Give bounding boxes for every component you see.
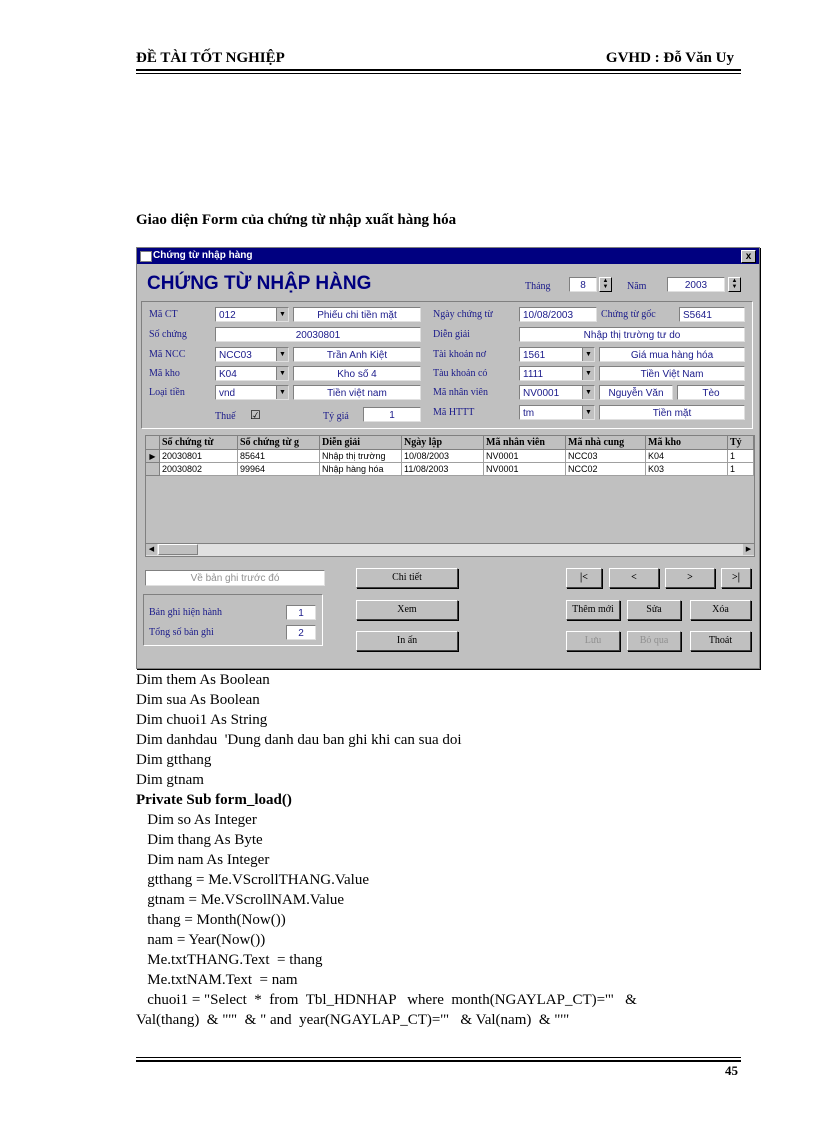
- grid-corner: [146, 436, 160, 450]
- current-row-arrow-icon[interactable]: ▶: [146, 450, 160, 463]
- code-line: Dim gtnam: [136, 772, 204, 788]
- detail-button[interactable]: Chi tiết: [356, 568, 458, 588]
- form-heading: CHỨNG TỪ NHẬP HÀNG: [147, 273, 372, 294]
- table-cell[interactable]: 20030802: [160, 463, 238, 476]
- ma-ncc-label: Mã NCC: [149, 349, 186, 360]
- header-advisor: GVHD : Đỗ Văn Uy: [605, 50, 734, 66]
- app-icon: [140, 251, 152, 262]
- table-cell[interactable]: 1: [728, 463, 754, 476]
- header-rule: [136, 69, 741, 71]
- tk-co-value: 1111: [523, 369, 544, 380]
- tk-no-desc: Giá mua hàng hóa: [599, 347, 745, 362]
- tk-no-value: 1561: [523, 350, 546, 361]
- current-record-value: 1: [286, 605, 316, 620]
- save-button[interactable]: Lưu: [566, 631, 620, 651]
- header-rule-thin: [136, 73, 741, 74]
- figure-caption: Giao diện Form của chứng từ nhập xuất hàng hóa: [136, 212, 457, 228]
- col-header[interactable]: Mã nhà cung: [566, 436, 646, 450]
- exit-button[interactable]: Thoát: [690, 631, 751, 651]
- loai-tien-combo[interactable]: [215, 385, 289, 400]
- code-line: chuoi1 = "Select * from Tbl_HDNHAP where month(NGAYLAP_CT)='" &: [136, 992, 637, 1008]
- dropdown-arrow-icon[interactable]: ▼: [582, 367, 594, 380]
- code-line: Dim danhdau 'Dung danh dau ban ghi khi can sua doi: [136, 732, 462, 748]
- col-header[interactable]: Tỷ: [728, 436, 754, 450]
- print-button[interactable]: In ấn: [356, 631, 458, 651]
- table-cell[interactable]: 85641: [238, 450, 320, 463]
- edit-button[interactable]: Sửa: [627, 600, 681, 620]
- ma-httt-combo[interactable]: [519, 405, 595, 420]
- ma-kho-desc: Kho số 4: [293, 366, 421, 381]
- code-line: Dim them As Boolean: [136, 672, 270, 688]
- tk-no-combo[interactable]: [519, 347, 595, 362]
- ma-httt-desc: Tiền mặt: [599, 405, 745, 420]
- dien-giai-label: Diễn giải: [433, 329, 470, 340]
- so-chung-input[interactable]: 20030801: [215, 327, 421, 342]
- ma-ct-label: Mã CT: [149, 309, 178, 320]
- ma-kho-value: K04: [219, 369, 237, 380]
- window-titlebar: [137, 248, 759, 264]
- close-button[interactable]: x: [741, 250, 756, 263]
- last-record-button[interactable]: >|: [721, 568, 751, 588]
- table-cell[interactable]: NCC03: [566, 450, 646, 463]
- table-cell[interactable]: K03: [646, 463, 728, 476]
- table-cell[interactable]: Nhập thị trường: [320, 450, 402, 463]
- view-button[interactable]: Xem: [356, 600, 458, 620]
- scroll-thumb[interactable]: [158, 544, 198, 555]
- tk-co-label: Tàu khoản có: [433, 368, 488, 379]
- ma-ct-value: 012: [219, 310, 236, 321]
- window-title: Chứng từ nhập hàng: [153, 250, 253, 261]
- ct-goc-label: Chứng từ gốc: [601, 309, 656, 320]
- tk-no-label: Tài khoản nơ: [433, 349, 487, 360]
- code-line: Dim gtthang: [136, 752, 212, 768]
- ma-ncc-value: NCC03: [219, 350, 252, 361]
- prev-record-display: Về bản ghi trước đó: [145, 570, 325, 586]
- scroll-left-icon[interactable]: ◀: [146, 544, 157, 555]
- thue-checkbox[interactable]: ☑: [250, 408, 261, 422]
- row-selector[interactable]: [146, 463, 160, 476]
- ma-ncc-combo[interactable]: [215, 347, 289, 362]
- prev-record-button[interactable]: <: [609, 568, 659, 588]
- ma-httt-label: Mã HTTT: [433, 407, 475, 418]
- total-records-value: 2: [286, 625, 316, 640]
- year-label: Năm: [627, 281, 647, 292]
- dropdown-arrow-icon[interactable]: ▼: [276, 386, 288, 399]
- ct-goc-input[interactable]: S5641: [679, 307, 745, 322]
- footer-rule-thin: [136, 1057, 741, 1058]
- scroll-right-icon[interactable]: ▶: [743, 544, 754, 555]
- table-cell[interactable]: K04: [646, 450, 728, 463]
- code-line: thang = Month(Now()): [136, 912, 286, 928]
- first-record-button[interactable]: |<: [566, 568, 602, 588]
- so-chung-label: Số chứng: [149, 329, 187, 340]
- ma-nv-label: Mã nhân viên: [433, 387, 488, 398]
- page-number: 45: [725, 1063, 738, 1078]
- thue-label: Thuế: [215, 411, 236, 422]
- dropdown-arrow-icon[interactable]: ▼: [276, 367, 288, 380]
- delete-button[interactable]: Xóa: [690, 600, 751, 620]
- table-cell[interactable]: Nhập hàng hóa: [320, 463, 402, 476]
- code-line: Dim so As Integer: [136, 812, 257, 828]
- header-title: ĐỀ TÀI TỐT NGHIỆP: [136, 50, 285, 66]
- col-header[interactable]: Mã kho: [646, 436, 728, 450]
- code-line: gtnam = Me.VScrollNAM.Value: [136, 892, 345, 908]
- col-header[interactable]: Diễn giải: [320, 436, 402, 450]
- month-input[interactable]: 8: [569, 277, 597, 292]
- dropdown-arrow-icon[interactable]: ▼: [582, 386, 594, 399]
- ngay-ct-input[interactable]: 10/08/2003: [519, 307, 597, 322]
- col-header[interactable]: Số chứng từ g: [238, 436, 320, 450]
- code-line: gtthang = Me.VScrollTHANG.Value: [136, 872, 370, 888]
- table-cell[interactable]: 10/08/2003: [402, 450, 484, 463]
- voucher-grid[interactable]: [145, 435, 755, 557]
- tk-co-combo[interactable]: [519, 366, 595, 381]
- table-cell[interactable]: 20030801: [160, 450, 238, 463]
- col-header[interactable]: Ngày lập: [402, 436, 484, 450]
- table-cell[interactable]: NV0001: [484, 450, 566, 463]
- code-line: Dim nam As Integer: [136, 852, 270, 868]
- undo-button[interactable]: Bỏ qua: [627, 631, 681, 651]
- year-input[interactable]: 2003: [667, 277, 725, 292]
- ma-nv-desc1: Nguyễn Văn: [599, 385, 673, 400]
- dropdown-arrow-icon[interactable]: ▼: [276, 308, 288, 321]
- tk-co-desc: Tiền Việt Nam: [599, 366, 745, 381]
- next-record-button[interactable]: >: [665, 568, 715, 588]
- table-cell[interactable]: 11/08/2003: [402, 463, 484, 476]
- dropdown-arrow-icon[interactable]: ▼: [582, 348, 594, 361]
- month-label: Tháng: [525, 281, 551, 292]
- ma-nv-value: NV0001: [523, 388, 560, 399]
- loai-tien-label: Loại tiền: [149, 387, 185, 398]
- loai-tien-value: vnd: [219, 388, 236, 399]
- total-records-label: Tổng số bản ghi: [149, 627, 214, 638]
- table-cell[interactable]: 1: [728, 450, 754, 463]
- voucher-form-window: [136, 247, 760, 669]
- month-spinner[interactable]: ▲ ▼: [599, 277, 612, 292]
- dien-giai-input[interactable]: Nhập thị trường tư do: [519, 327, 745, 342]
- year-spinner[interactable]: ▲ ▼: [728, 277, 741, 292]
- dropdown-arrow-icon[interactable]: ▼: [276, 348, 288, 361]
- ma-nv-desc2: Tèo: [677, 385, 745, 400]
- dropdown-arrow-icon[interactable]: ▼: [582, 406, 594, 419]
- add-button[interactable]: Thêm mới: [566, 600, 620, 620]
- code-line: nam = Year(Now()): [136, 932, 266, 948]
- code-line: Private Sub form_load(): [136, 792, 292, 808]
- code-line: Dim sua As Boolean: [136, 692, 260, 708]
- table-cell[interactable]: NCC02: [566, 463, 646, 476]
- ty-gia-input[interactable]: 1: [363, 407, 421, 422]
- table-cell[interactable]: 99964: [238, 463, 320, 476]
- ma-nv-combo[interactable]: [519, 385, 595, 400]
- ma-ct-combo[interactable]: [215, 307, 289, 322]
- col-header[interactable]: Số chứng từ: [160, 436, 238, 450]
- code-line: Me.txtTHANG.Text = thang: [136, 952, 323, 968]
- code-line: Dim thang As Byte: [136, 832, 263, 848]
- ty-gia-label: Tỷ giá: [323, 411, 349, 422]
- ma-ncc-desc: Trần Anh Kiệt: [293, 347, 421, 362]
- horizontal-scrollbar[interactable]: [146, 543, 754, 556]
- footer-rule: [136, 1060, 741, 1062]
- code-line: Me.txtNAM.Text = nam: [136, 972, 298, 988]
- code-line: Dim chuoi1 As String: [136, 712, 268, 728]
- col-header[interactable]: Mã nhân viên: [484, 436, 566, 450]
- ngay-ct-label: Ngày chứng từ: [433, 309, 493, 320]
- ma-ct-desc: Phiếu chi tiền mặt: [293, 307, 421, 322]
- loai-tien-desc: Tiền việt nam: [293, 385, 421, 400]
- ma-kho-combo[interactable]: [215, 366, 289, 381]
- table-cell[interactable]: NV0001: [484, 463, 566, 476]
- current-record-label: Bản ghi hiện hành: [149, 607, 223, 618]
- ma-kho-label: Mã kho: [149, 368, 180, 379]
- code-line: Val(thang) & "'" & " and year(NGAYLAP_CT)='" & Val(nam) & "'": [136, 1012, 570, 1028]
- ma-httt-value: tm: [523, 408, 535, 419]
